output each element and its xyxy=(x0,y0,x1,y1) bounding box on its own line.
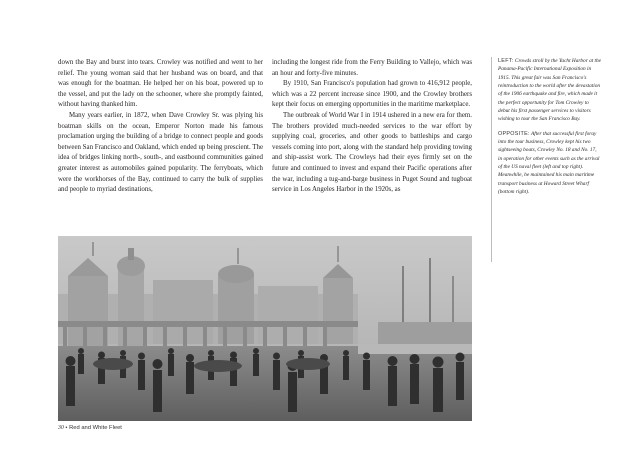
caption-text: After that successful first foray into the tour business, Crowley kept his two sightseeing boats, Crowley No. 18 and No. 17, in operation for other events such as the arrival of the US naval fleet (left and top right). Meanwhile, he maintained his main maritime transport business at Howard Street Wharf (bottom right). xyxy=(498,130,600,196)
photo-captions-sidebar xyxy=(491,57,601,262)
paragraph: down the Bay and burst into tears. Crowley was notified and went to her relief. The young woman said that her husband was on board, and that was enough for the boatman. He helped her on his boat, powered up to the vessel, and put the lady on the schooner, where she promptly fainted, without having thanked him. xyxy=(58,59,263,109)
page-number: 30 xyxy=(58,425,64,431)
caption-label: LEFT: xyxy=(498,58,514,64)
paragraph: including the longest ride from the Ferry Building to Vallejo, which was an hour and forty-five minutes. xyxy=(272,59,472,77)
photo-illustration xyxy=(58,236,472,421)
caption-opposite xyxy=(498,130,601,197)
page-footer xyxy=(58,425,122,431)
text-column-right xyxy=(272,58,472,196)
caption-label: OPPOSITE: xyxy=(498,130,530,137)
paragraph: The outbreak of World War I in 1914 ushered in a new era for them. The brothers provided much-needed services to the war effort by supplying coal, groceries, and other goods to battleships and cargo vessels coming into port, along with the standard help providing towing and ship-assist work. The Crowleys had their eyes firmly set on the future and continued to invest and expand their Pacific operations after the war, including a tug-and-barge business in Puget Sound and tugboat service in Los Angeles Harbor in the 1920s, as xyxy=(272,111,472,194)
text-column-left xyxy=(58,58,263,196)
caption-text: Crowds stroll by the Yacht Harbor at the Panama-Pacific International Exposition in 1915. This great fair was San Francisco's reintroduction to the world after the devastation of the 1906 earthquake and fire, which made it the perfect opportunity for Tom Crowley to debut his first passenger services to visitors wishing to tour the San Francisco Bay. xyxy=(498,58,602,123)
historic-photo-exposition-crowd xyxy=(58,236,472,421)
footer-separator: • xyxy=(65,425,68,431)
paragraph: Many years earlier, in 1872, when Dave Crowley Sr. was plying his boatman skills on the ocean, Emperor Norton made his famous proclamation urging the building of a bridge to connect people and goods between San Francisco and Oakland, which ended up being prescient. The idea of bridges linking north-, south-, and eastbound communities gained greater interest as automobiles gained popularity. The ferryboats, which were the workhorses of the Bay, continued to carry the bulk of supplies and people to myriad destinations, xyxy=(58,111,263,194)
book-title: Red and White Fleet xyxy=(69,425,122,431)
caption-left xyxy=(498,57,601,124)
paragraph: By 1910, San Francisco's population had grown to 416,912 people, which was a 22 percent increase since 1900, and the Crowley brothers kept their focus on emerging opportunities in the maritime marketplace. xyxy=(272,80,472,109)
